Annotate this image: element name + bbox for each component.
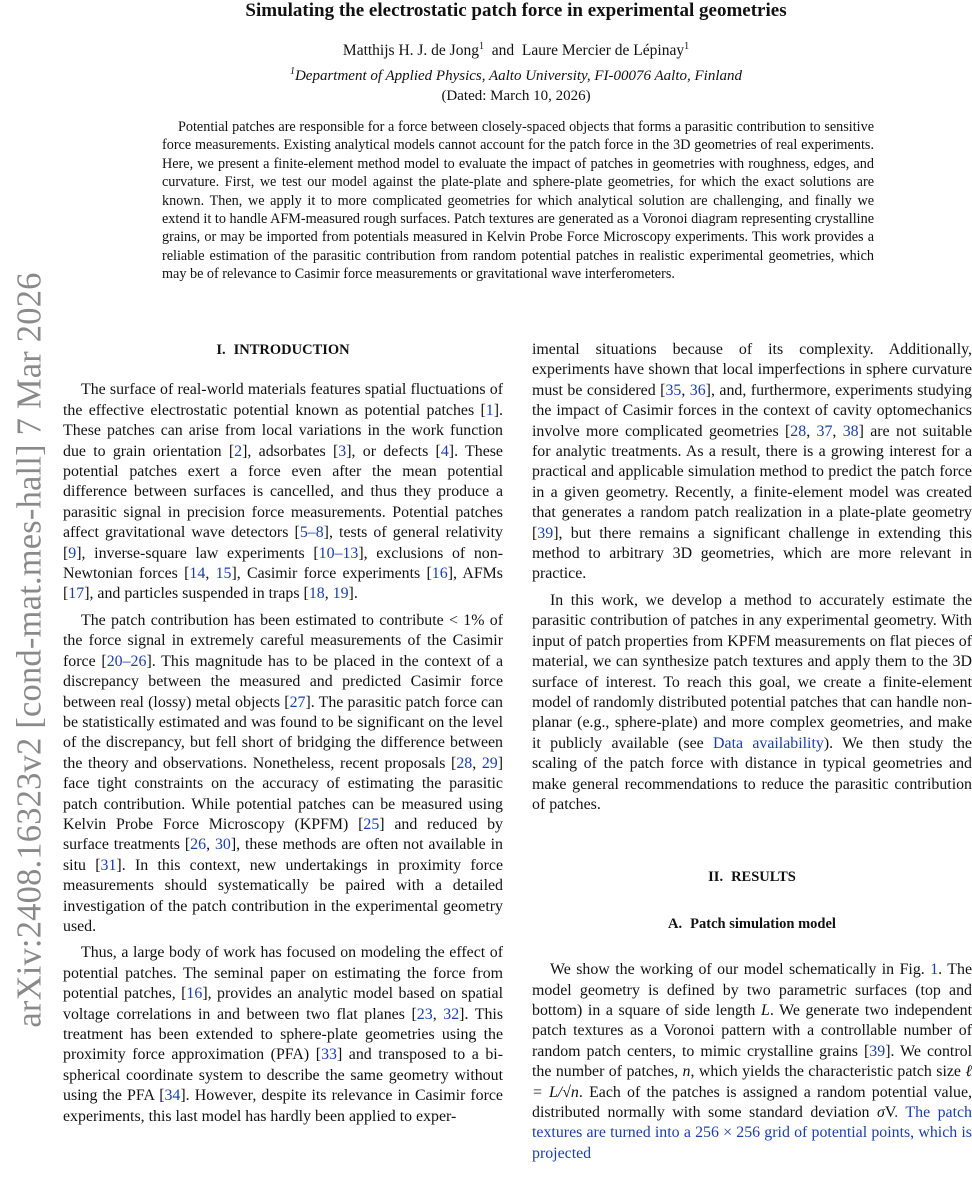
subsection-number: A. — [668, 915, 683, 932]
paragraph-text: ] face tight constraints on the accuracy of estimating the parasitic patch contribution. While potential patches can be measured using Kelvin Probe Force Microscopy (KPFM) [ — [63, 754, 503, 833]
paragraph-text: ], tests of general relativity [ — [63, 524, 503, 562]
citation-link[interactable]: 39 — [537, 524, 554, 542]
paragraph-text: ] and reduced by surface treatments [ — [63, 815, 503, 854]
citation-link[interactable]: 3 — [338, 442, 347, 460]
paragraph-text: ] are not suitable for analytic treatments. As a result, there is a growing interest for a practical and applicable simulation method to predict the patch force in a given geometry. Recently, a finite-element model was created that generates a random patch realization in a plate-plate geometry [ — [532, 422, 972, 542]
paragraph-text: ], exclusions of non-Newtonian forces [ — [63, 544, 503, 583]
arxiv-sidebar — [0, 255, 60, 1045]
citation-link[interactable]: 36 — [689, 381, 706, 399]
paragraph-text: In this work, we develop a method to accurately estimate the parasitic contribution of patches in any experimental geometry. With input of patch properties from KPFM measurements on flat pieces of material, we can synthesize patch textures and apply them to the 3D surface of interest. To reach this goal, we create a finite-element model of randomly distributed potential patches that can handle non-planar (e.g., sphere-plate) and more complex geometries, and make it publicly available (see — [532, 591, 972, 752]
paper-title: Simulating the electrostatic patch force in experimental geometries — [245, 0, 787, 21]
affiliation-text: Department of Applied Physics, Aalto University, FI-00076 Aalto, Finland — [294, 68, 743, 84]
citation-link[interactable]: 2 — [234, 442, 243, 460]
section-number: II. — [708, 869, 724, 886]
affiliation — [60, 68, 972, 85]
citation-link[interactable]: 18 — [308, 585, 325, 603]
paragraph-text: ]. In this context, new undertakings in proximity force measurements should systematically be paired with a detailed investigation of the patch contribution in the experimental geometry used. — [63, 856, 503, 935]
paragraph-text: , which yields the characteristic patch size — [690, 1063, 966, 1081]
paragraph-text: ]. The parasitic patch force can be statistically estimated and was found to be significant on the level of the discrepancy, but fell short of bridging the difference between the theory and observations. Nonetheless, recent proposals [ — [63, 693, 503, 772]
citation-link[interactable]: 1 — [930, 961, 939, 979]
paragraph-text: , — [432, 1005, 444, 1023]
intro-paragraph-4 — [532, 340, 972, 585]
dated-line: (Dated: March 10, 2026) — [441, 88, 591, 104]
citation-link[interactable]: 28 — [790, 422, 807, 440]
citation-link[interactable]: 35 — [665, 381, 682, 399]
inline-math: L — [760, 1001, 770, 1019]
paragraph-text: ], these methods are often not available in situ [ — [63, 836, 504, 874]
paragraph-text: ]. This treatment has been extended to sphere-plate geometries using the proximity force approximation (PFA) [ — [63, 1005, 504, 1064]
citation-link[interactable]: 17 — [68, 585, 85, 603]
citation-link[interactable]: 19 — [332, 585, 349, 603]
section-title: RESULTS — [731, 869, 796, 886]
citation-link[interactable]: 29 — [481, 754, 498, 772]
paragraph-text: . We generate two independent patch textures as a Voronoi pattern with a controllable number of random patch centers, to mimic crystalline grains [ — [532, 1001, 972, 1060]
paragraph-text: The surface of real-world materials features spatial fluctuations of the effective electrostatic potential known as potential patches [ — [63, 381, 503, 419]
citation-link[interactable]: 33 — [321, 1046, 337, 1064]
paragraph-text: ]. These patches can arise from local variations in the work function due to grain orientation [ — [63, 401, 503, 460]
citation-link[interactable]: 28 — [456, 754, 473, 772]
citation-link[interactable]: 9 — [68, 544, 77, 562]
paragraph-text: , — [206, 836, 215, 854]
paragraph-text: , — [472, 754, 482, 772]
inline-math: n — [682, 1063, 691, 1081]
paragraph-text: ], inverse-square law experiments [ — [76, 544, 319, 562]
inline-math: ℓ = L/√n — [532, 1063, 972, 1101]
citation-link[interactable]: 25 — [363, 815, 380, 833]
intro-paragraph-3 — [63, 943, 503, 1127]
citation-link[interactable]: 20–26 — [106, 652, 147, 670]
author-1-affil-mark: 1 — [478, 41, 484, 52]
paragraph-text: ], Casimir force experiments [ — [231, 565, 432, 583]
paragraph-text: V — [884, 1104, 895, 1121]
paragraph-text: ]. These potential patches exert a force even after the mean potential difference between surfaces is cancelled, and thus they produce a parasitic signal in precision force measurements. Potential patches affect gravitational wave detectors [ — [63, 442, 503, 542]
author-and: and — [491, 42, 515, 59]
paragraph-text: ]. — [348, 585, 358, 603]
author-2: Laure Mercier de Lépinay — [521, 42, 685, 59]
right-column — [532, 340, 972, 1170]
paragraph-text: , — [324, 585, 333, 603]
citation-link[interactable]: 14 — [189, 565, 206, 583]
paragraph-text: ], and particles suspended in traps [ — [84, 585, 309, 603]
section-heading-introduction — [63, 340, 503, 360]
affiliation-mark: 1 — [289, 66, 295, 77]
citation-link[interactable]: 27 — [289, 693, 306, 711]
citation-link[interactable]: 16 — [431, 565, 448, 583]
citation-link[interactable]: 37 — [816, 422, 833, 440]
paragraph-text: ]. We control the number of patches, — [532, 1042, 972, 1081]
paragraph-text: ], or defects [ — [346, 442, 441, 460]
section-number: I. — [216, 342, 226, 358]
paragraph-text: ], but there remains a significant challenge in extending this method to arbitrary 3D geometries, which are more relevant in practice. — [532, 524, 972, 583]
subsection-title: Patch simulation model — [690, 915, 836, 932]
arxiv-identifier: arXiv:2408.16323v2 [cond-mat.mes-hall] 7 Mar 2026 — [10, 272, 49, 1028]
section-heading-results — [532, 867, 972, 887]
intro-paragraph-2 — [63, 611, 503, 938]
citation-link[interactable]: 5–8 — [299, 524, 324, 542]
paragraph-text: . The model geometry is defined by two parametric surfaces (top and bottom) in a square of side length — [532, 961, 972, 1019]
citation-link[interactable]: 38 — [842, 422, 859, 440]
paragraph-text: ], provides an analytic model based on spatial voltage correlations in and between two flat planes [ — [63, 985, 503, 1023]
author-list — [60, 42, 972, 60]
author-1: Matthijs H. J. de Jong — [342, 42, 479, 59]
paragraph-text: ] and transposed to a bi-spherical coordinate system to describe the same geometry without using the PFA [ — [63, 1046, 503, 1105]
citation-link[interactable]: 16 — [186, 985, 203, 1003]
citation-link[interactable]: 10–13 — [318, 544, 359, 562]
paragraph-text: Thus, a large body of work has focused on modeling the effect of potential patches. The seminal paper on estimating the force from potential patches, [ — [63, 944, 503, 1003]
paragraph-text: ], and, furthermore, experiments studying the impact of Casimir forces in the context of cavity optomechanics involve more complicated geometries [ — [532, 381, 972, 440]
paragraph-text: The patch contribution has been estimated to contribute < 1% of the force signal in extremely careful measurements of the Casimir force [ — [63, 611, 503, 670]
paragraph-text: ], AFMs [ — [63, 565, 503, 603]
paragraph-text: , — [832, 422, 843, 440]
subsection-heading-patch-model — [532, 914, 972, 934]
paragraph-text: We show the working of our model schematically in Fig. — [550, 961, 931, 979]
data-availability-link[interactable]: Data availability — [713, 734, 824, 752]
paragraph-text: imental situations because of its complexity. Additionally, experiments have shown that local imperfections in sphere curvature must be considered [ — [532, 341, 972, 399]
paragraph-text: ]. This magnitude has to be placed in the context of a discrepancy between the measured and predicted Casimir force between real (lossy) metal objects [ — [63, 652, 503, 711]
results-paragraph-1 — [532, 960, 972, 1164]
citation-link[interactable]: 23 — [416, 1005, 433, 1023]
paragraph-text: . Each of the patches is assigned a random potential value, distributed normally with some standard deviation — [532, 1083, 972, 1121]
citation-link[interactable]: 34 — [164, 1087, 181, 1105]
citation-link[interactable]: 15 — [215, 565, 232, 583]
citation-link[interactable]: . The patch textures are turned into a 256 × 256 grid of potential points, which is projected — [532, 1104, 972, 1162]
paragraph-text: ], adsorbates [ — [242, 442, 339, 460]
citation-link[interactable]: 30 — [214, 836, 231, 854]
citation-link[interactable]: 4 — [440, 442, 449, 460]
citation-link[interactable]: 26 — [190, 836, 207, 854]
left-column — [63, 340, 503, 1133]
intro-paragraph-1 — [63, 380, 503, 604]
citation-link[interactable]: 39 — [869, 1042, 886, 1060]
citation-link[interactable]: 31 — [100, 856, 117, 874]
inline-math: σ — [876, 1104, 885, 1121]
paragraph-text: ]. However, despite its relevance in Casimir force experiments, this last model has hardly been applied to exper- — [63, 1087, 503, 1125]
citation-link[interactable]: 32 — [443, 1005, 460, 1023]
paragraph-text: , — [806, 422, 817, 440]
paragraph-text: , — [681, 381, 690, 399]
paragraph-text: , — [205, 565, 216, 583]
author-2-affil-mark: 1 — [684, 41, 690, 52]
abstract: Potential patches are responsible for a force between closely-spaced objects that forms a parasitic contribution to sensitive force measurements. Existing analytical models cannot account for the patch force in the 3D geometries of real experiments. Here, we present a finite-element method model to evaluate the impact of patches in geometries with roughness, edges, and curvature. First, we test our model against the plate-plate and sphere-plate geometries, for which the exact solutions are known. Then, we apply it to more complicated geometries for which analytical solution are challenging, and finally we extend it to handle AFM-measured rough surfaces. Patch textures are generated as a Voronoi diagram representing crystalline grains, or may be imported from potentials measured in Kelvin Probe Force Microscopy experiments. This work provides a reliable estimation of the parasitic contribution from random potential patches in realistic experimental geometries, which may be of relevance to Casimir force measurements or gravitational wave interferometers. — [162, 119, 874, 283]
paragraph-text: ). We then study the scaling of the patch force with distance in typical geometries and make general recommendations to reduce the parasitic contribution of patches. — [532, 734, 972, 813]
citation-link[interactable]: 1 — [485, 401, 494, 419]
section-title: INTRODUCTION — [233, 342, 350, 358]
intro-paragraph-5 — [532, 591, 972, 815]
